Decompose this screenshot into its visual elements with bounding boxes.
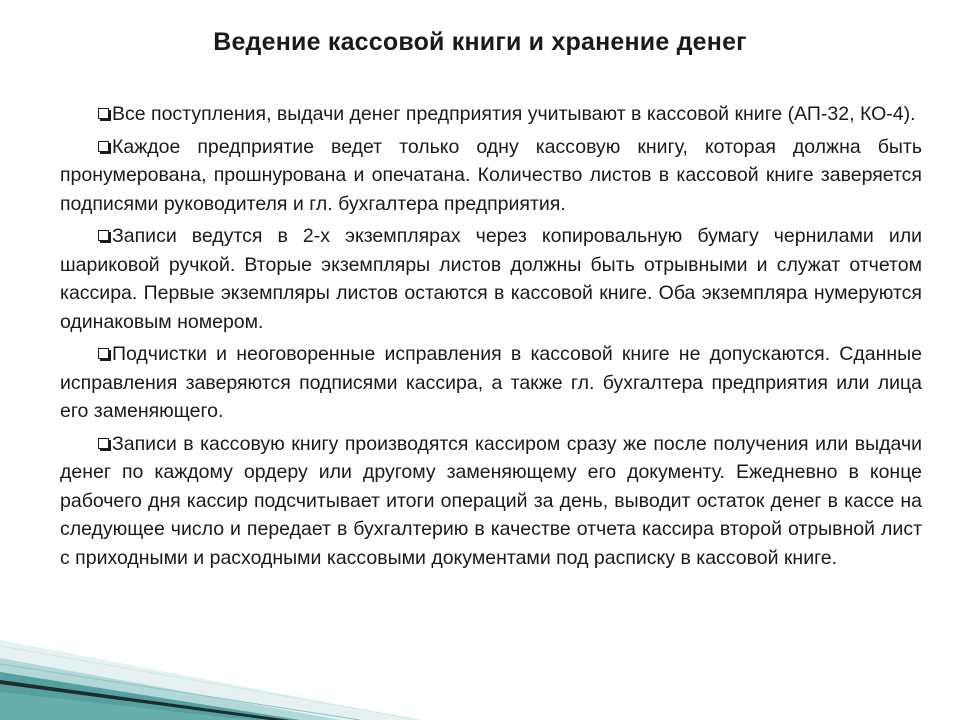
paragraph-text: Каждое предприятие ведет только одну кассовую книгу, которая должна быть пронумерована, прошнурована и опечатана. Количество листов в кассовой книге заверяется подписями руководителя и гл. бухгалтера предприятия. — [60, 135, 922, 215]
paragraph-1 — [60, 100, 922, 129]
decorative-wave-corner — [0, 580, 420, 720]
slide-title: Ведение кассовой книги и хранение денег — [213, 28, 747, 56]
paragraph-3 — [60, 222, 922, 336]
paragraph-5 — [60, 430, 922, 573]
content-body — [60, 100, 922, 576]
checkbox-bullet-icon — [98, 108, 109, 119]
checkbox-bullet-icon — [98, 141, 109, 152]
paragraph-text: Подчистки и неоговоренные исправления в кассовой книге не допускаются. Сданные исправления заверяются подписями кассира, а также гл. бухгалтера предприятия или лица его заменяющего. — [60, 343, 922, 422]
checkbox-bullet-icon — [98, 438, 109, 449]
paragraph-text: Записи в кассовую книгу производятся кассиром сразу же после получения или выдачи денег по каждому ордеру или другому заменяющему его документу. Ежедневно в конце рабочего дня кассир подсчитывает итоги операций за день, выводит остаток денег в кассе на следующее число и передает в бухгалтерию в качестве отчета кассира второй отрывной лист с приходными и расходными кассовыми документами под расписку в кассовой книге. — [60, 432, 922, 569]
paragraph-text: Записи ведутся в 2-х экземплярах через копировальную бумагу чернилами или шариковой ручкой. Вторые экземпляры листов должны быть отрывными и служат отчетом кассира. Первые экземпляры листов остаются в кассовой книге. Оба экземпляра нумеруются одинаковым номером. — [60, 225, 922, 333]
paragraph-text: Все поступления, выдачи денег предприятия учитывают в кассовой книге (АП-32, КО-4). — [112, 103, 916, 125]
checkbox-bullet-icon — [98, 230, 109, 241]
paragraph-2 — [60, 133, 922, 219]
checkbox-bullet-icon — [98, 348, 109, 359]
paragraph-4 — [60, 340, 922, 426]
